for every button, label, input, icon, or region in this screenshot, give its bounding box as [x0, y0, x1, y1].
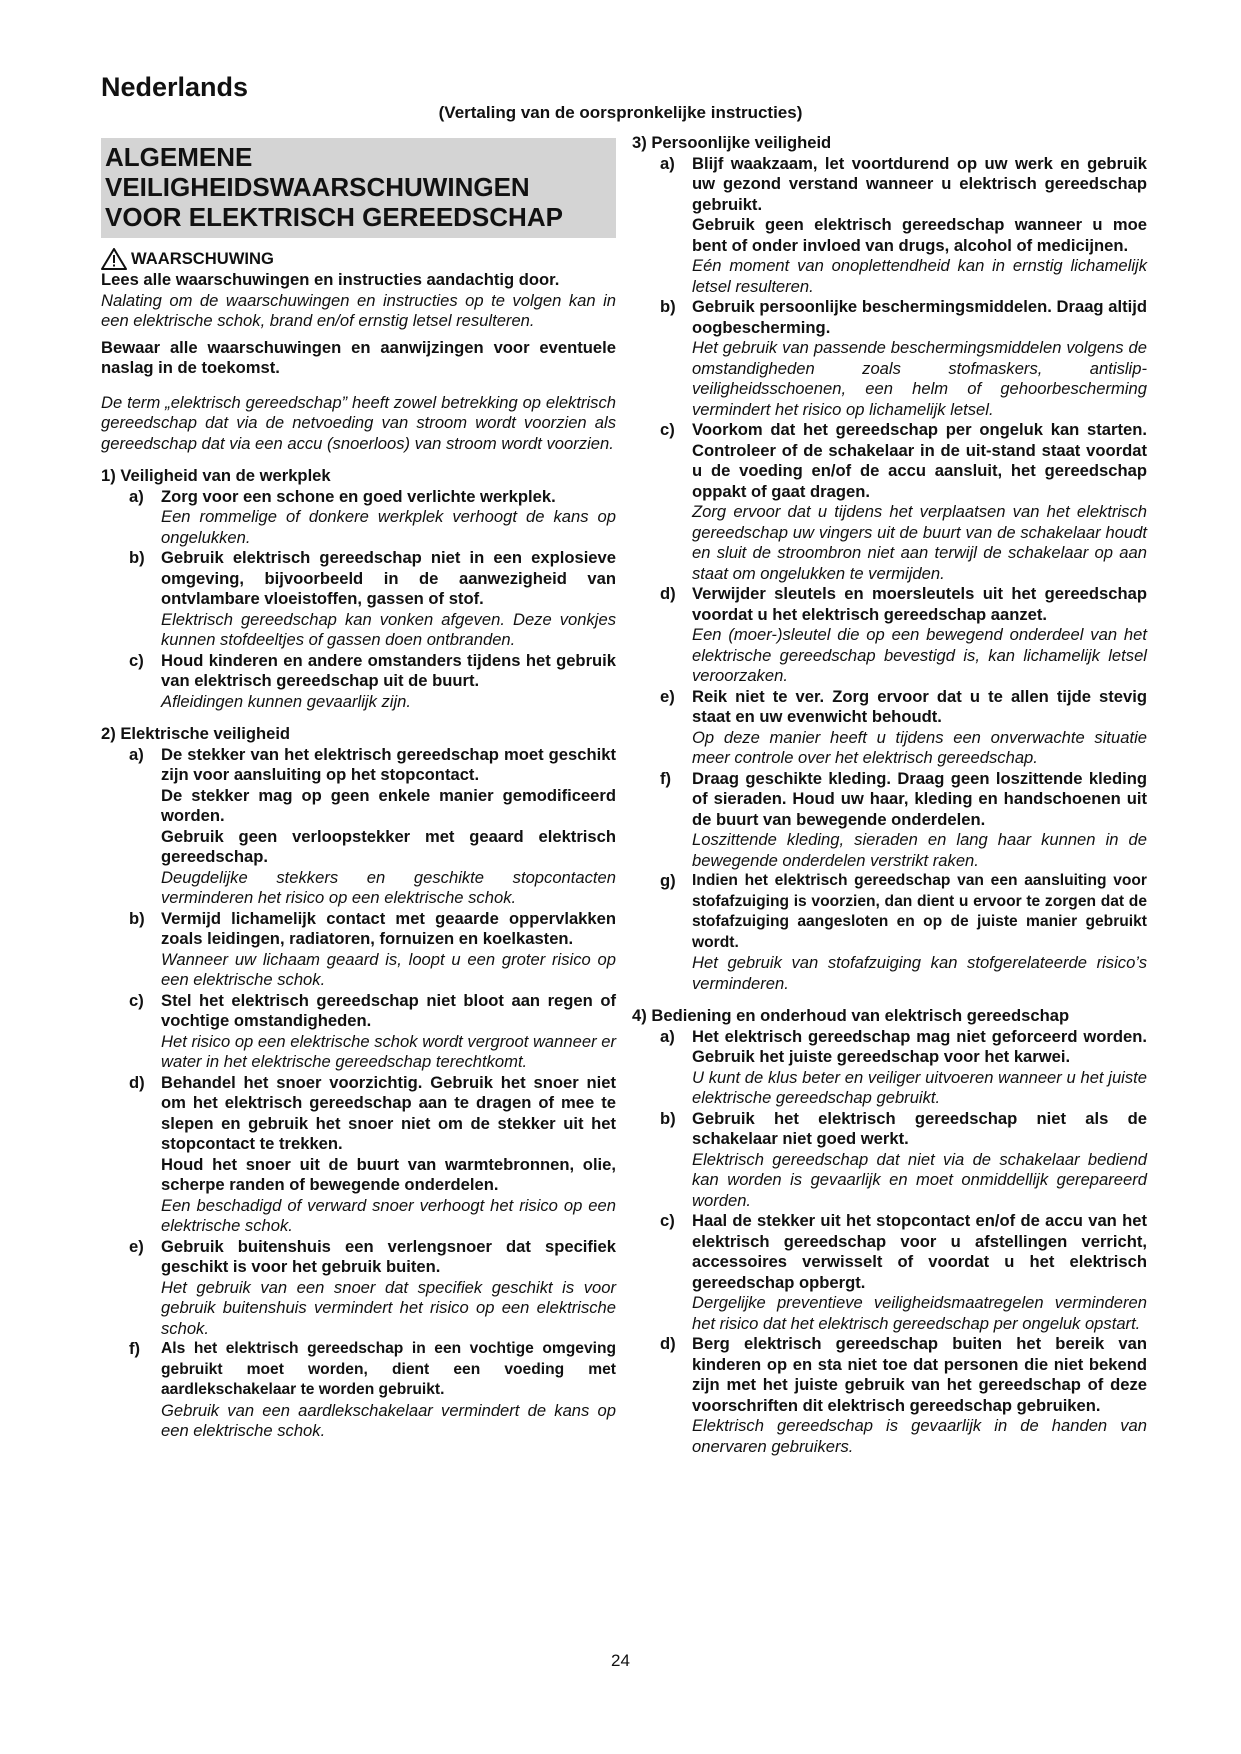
warning-triangle-icon — [101, 248, 127, 270]
item-note: Het gebruik van stofafzuiging kan stofgerelateerde risico’s verminderen. — [692, 953, 1147, 993]
item-note: Het gebruik van een snoer dat specifiek geschikt is voor gebruik buitenshuis vermindert het risico op een elektrische schok. — [161, 1277, 616, 1338]
section-1-item-b — [101, 548, 616, 651]
item-note: Het gebruik van passende beschermingsmiddelen volgens de omstandigheden zoals stofmaskers, antislip-veiligheidsschoenen, een helm of gehoorbescherming vermindert het risico op lichamelijk letsel. — [692, 338, 1147, 419]
item-note: Wanneer uw lichaam geaard is, loopt u een groter risico op een elektrische schok. — [161, 949, 616, 989]
item-instruction-extra: Gebruik geen verloopstekker met geaard elektrisch gereedschap. — [161, 826, 616, 866]
item-note: U kunt de klus beter en veiliger uitvoeren wanneer u het juiste elektrische gereedschap gebruikt. — [692, 1067, 1147, 1107]
item-instruction: Haal de stekker uit het stopcontact en/of de accu van het elektrisch gereedschap voor u afstellingen verricht, accessoires verwisselt of voordat u het elektrisch gereedschap opbergt. — [692, 1211, 1147, 1292]
section-2-item-a — [101, 745, 616, 909]
item-label: d) — [660, 1334, 676, 1353]
page-subtitle: (Vertaling van de oorspronkelijke instructies) — [438, 103, 803, 122]
section-2-item-f — [101, 1339, 616, 1442]
section-3-item-g — [632, 871, 1147, 994]
item-instruction: Behandel het snoer voorzichtig. Gebruik het snoer niet om het elektrisch gereedschap aan te dragen of mee te slepen en gebruik het snoer niet om de stekker uit het stopcontact te trekken. — [161, 1072, 616, 1153]
item-label: f) — [660, 768, 672, 788]
item-note: Eén moment van onoplettendheid kan in ernstig lichamelijk letsel resulteren. — [692, 256, 1147, 296]
warning-failure-text: Nalating om de waarschuwingen en instructies op te volgen kan in een elektrische schok, brand en/of ernstig letsel resulteren. — [101, 290, 616, 330]
item-label: b) — [129, 908, 145, 928]
item-label: d) — [129, 1072, 145, 1092]
section-3-item-e — [632, 687, 1147, 769]
section-3-title: 3) Persoonlijke veiligheid — [632, 133, 832, 152]
item-note: Een beschadigd of verward snoer verhoogt het risico op een elektrische schok. — [161, 1195, 616, 1235]
item-note: Gebruik van een aardlekschakelaar vermindert de kans op een elektrische schok. — [161, 1400, 616, 1440]
item-note: Elektrisch gereedschap is gevaarlijk in de handen van onervaren gebruikers. — [692, 1416, 1147, 1456]
item-label: f) — [129, 1339, 141, 1358]
item-label: e) — [129, 1236, 144, 1256]
section-1-item-c — [101, 651, 616, 713]
item-instruction-extra: Houd het snoer uit de buurt van warmtebronnen, olie, scherpe randen of bewegende onderdelen. — [161, 1154, 616, 1194]
item-note: Elektrisch gereedschap kan vonken afgeven. Deze vonkjes kunnen stofdeeltjes of gassen doen ontbranden. — [161, 609, 616, 649]
section-3-item-d — [632, 584, 1147, 687]
section-2-item-b — [101, 909, 616, 991]
item-label: a) — [129, 744, 144, 764]
item-instruction: Vermijd lichamelijk contact met geaarde oppervlakken zoals leidingen, radiatoren, fornuizen en koelkasten. — [161, 908, 616, 948]
item-instruction: Gebruik persoonlijke beschermingsmiddelen. Draag altijd oogbescherming. — [692, 297, 1147, 337]
item-instruction-extra: De stekker mag op geen enkele manier gemodificeerd worden. — [161, 785, 616, 825]
item-label: b) — [129, 548, 145, 567]
item-label: b) — [660, 1108, 676, 1128]
item-instruction-extra: Gebruik geen elektrisch gereedschap wanneer u moe bent of onder invloed van drugs, alcohol of medicijnen. — [692, 215, 1147, 255]
heading-line-2: VEILIGHEIDSWAARSCHUWINGEN — [105, 172, 530, 202]
term-definition-text: De term „elektrisch gereedschap” heeft zowel betrekking op elektrisch gereedschap dat via de netvoeding van stroom wordt voorzien als gereedschap dat via een accu (snoerloos) van stroom wordt voorzien. — [101, 392, 616, 453]
item-label: a) — [660, 1026, 675, 1046]
section-3-item-a — [632, 154, 1147, 298]
item-label: g) — [660, 871, 676, 890]
item-instruction: Gebruik buitenshuis een verlengsnoer dat specifiek geschikt is voor het gebruik buiten. — [161, 1236, 616, 1276]
item-instruction: Het elektrisch gereedschap mag niet geforceerd worden. Gebruik het juiste gereedschap voor het karwei. — [692, 1026, 1147, 1066]
item-note: Elektrisch gereedschap dat niet via de schakelaar bediend kan worden is gevaarlijk en moet onmiddellijk gerepareerd worden. — [692, 1149, 1147, 1210]
section-4-item-b — [632, 1109, 1147, 1212]
item-label: c) — [129, 990, 144, 1010]
item-label: a) — [660, 153, 675, 173]
item-instruction: Gebruik het elektrisch gereedschap niet als de schakelaar niet goed werkt. — [692, 1108, 1147, 1148]
item-label: c) — [129, 650, 144, 670]
warning-label-text: WAARSCHUWING — [131, 248, 274, 268]
section-2-item-e — [101, 1237, 616, 1340]
section-3-item-c — [632, 420, 1147, 584]
section-3-item-f — [632, 769, 1147, 872]
left-column — [101, 138, 616, 1442]
section-4-item-a — [632, 1027, 1147, 1109]
item-instruction: De stekker van het elektrisch gereedschap moet geschikt zijn voor aansluiting op het stopcontact. — [161, 744, 616, 784]
item-label: d) — [660, 584, 676, 603]
item-note: Dergelijke preventieve veiligheidsmaatregelen verminderen het risico dat het elektrisch gereedschap per ongeluk opstart. — [692, 1293, 1147, 1333]
item-instruction: Berg elektrisch gereedschap buiten het bereik van kinderen op en sta niet toe dat personen die niet bekend zijn met het juiste gebruik van het gereedschap of deze voorschriften dit elektrisch gereedschap gebruiken. — [692, 1334, 1147, 1415]
item-note: Een rommelige of donkere werkplek verhoogt de kans op ongelukken. — [161, 507, 616, 547]
item-instruction: Blijf waakzaam, let voortdurend op uw werk en gebruik uw gezond verstand wanneer u elektrisch gereedschap gebruikt. — [692, 153, 1147, 214]
item-instruction: Stel het elektrisch gereedschap niet bloot aan regen of vochtige omstandigheden. — [161, 990, 616, 1030]
warning-keep-text: Bewaar alle waarschuwingen en aanwijzingen voor eventuele naslag in de toekomst. — [101, 337, 616, 377]
heading-line-3: VOOR ELEKTRISCH GEREEDSCHAP — [105, 202, 563, 232]
section-2-item-d — [101, 1073, 616, 1237]
item-note: Loszittende kleding, sieraden en lang haar kunnen in de bewegende onderdelen verstrikt raken. — [692, 830, 1147, 870]
section-2-item-c — [101, 991, 616, 1073]
section-1-item-a — [101, 487, 616, 549]
section-3-item-b — [632, 297, 1147, 420]
item-note: Afleidingen kunnen gevaarlijk zijn. — [161, 691, 411, 711]
item-instruction: Gebruik elektrisch gereedschap niet in een explosieve omgeving, bijvoorbeeld in de aanwezigheid van ontvlambare vloeistoffen, gassen of stof. — [161, 548, 616, 608]
item-label: e) — [660, 686, 675, 706]
page-number: 24 — [611, 1651, 630, 1670]
item-label: b) — [660, 297, 676, 316]
item-instruction: Als het elektrisch gereedschap in een vochtige omgeving gebruikt moet worden, dient een voeding met aardlekschakelaar te worden gebruikt. — [161, 1340, 616, 1398]
page-language-title: Nederlands — [101, 72, 249, 102]
section-2-title: 2) Elektrische veiligheid — [101, 724, 291, 743]
section-4-title: 4) Bediening en onderhoud van elektrisch gereedschap — [632, 1006, 1070, 1025]
item-instruction: Indien het elektrisch gereedschap van een aansluiting voor stofafzuiging is voorzien, dan dient u ervoor te zorgen dat de stofafzuiging aangesloten en op de juiste manier gebruikt wordt. — [692, 872, 1147, 951]
warning-label — [101, 248, 616, 270]
item-note: Zorg ervoor dat u tijdens het verplaatsen van het elektrisch gereedschap uw vingers uit de buurt van de schakelaar houdt en sluit de stroombron niet aan terwijl de schakelaar op aan staat om ongelukken te vermijden. — [692, 502, 1147, 583]
item-instruction: Voorkom dat het gereedschap per ongeluk kan starten. Controleer of de schakelaar in de uit-stand staat voordat u de voeding en/of de accu aansluit, het gereedschap oppakt of gaat dragen. — [692, 420, 1147, 501]
item-note: Een (moer-)sleutel die op een bewegend onderdeel van het elektrische gereedschap bevestigd is, kan lichamelijk letsel veroorzaken. — [692, 625, 1147, 685]
warning-read-text: Lees alle waarschuwingen en instructies aandachtig door. — [101, 270, 560, 289]
item-instruction: Verwijder sleutels en moersleutels uit het gereedschap voordat u het elektrisch gereedschap aanzet. — [692, 584, 1147, 624]
item-instruction: Zorg voor een schone en goed verlichte werkplek. — [161, 486, 556, 506]
item-instruction: Draag geschikte kleding. Draag geen loszittende kleding of sieraden. Houd uw haar, kleding en handschoenen uit de buurt van bewegende onderdelen. — [692, 768, 1147, 829]
item-label: c) — [660, 1211, 675, 1230]
item-instruction: Houd kinderen en andere omstanders tijdens het gebruik van elektrisch gereedschap uit de buurt. — [161, 650, 616, 690]
item-instruction: Reik niet te ver. Zorg ervoor dat u te allen tijde stevig staat en uw evenwicht behoudt. — [692, 686, 1147, 726]
item-note: Het risico op een elektrische schok wordt vergroot wanneer er water in het elektrische gereedschap terechtkomt. — [161, 1031, 616, 1071]
item-note: Op deze manier heeft u tijdens een onverwachte situatie meer controle over het elektrisch gereedschap. — [692, 727, 1147, 767]
item-label: a) — [129, 486, 144, 506]
item-label: c) — [660, 420, 675, 439]
section-4-item-c — [632, 1211, 1147, 1334]
section-heading — [101, 138, 616, 238]
right-column — [632, 133, 1147, 1457]
section-4-item-d — [632, 1334, 1147, 1457]
section-1-title: 1) Veiligheid van de werkplek — [101, 466, 331, 485]
heading-line-1: ALGEMENE — [105, 142, 253, 172]
item-note: Deugdelijke stekkers en geschikte stopcontacten verminderen het risico op een elektrische schok. — [161, 867, 616, 907]
